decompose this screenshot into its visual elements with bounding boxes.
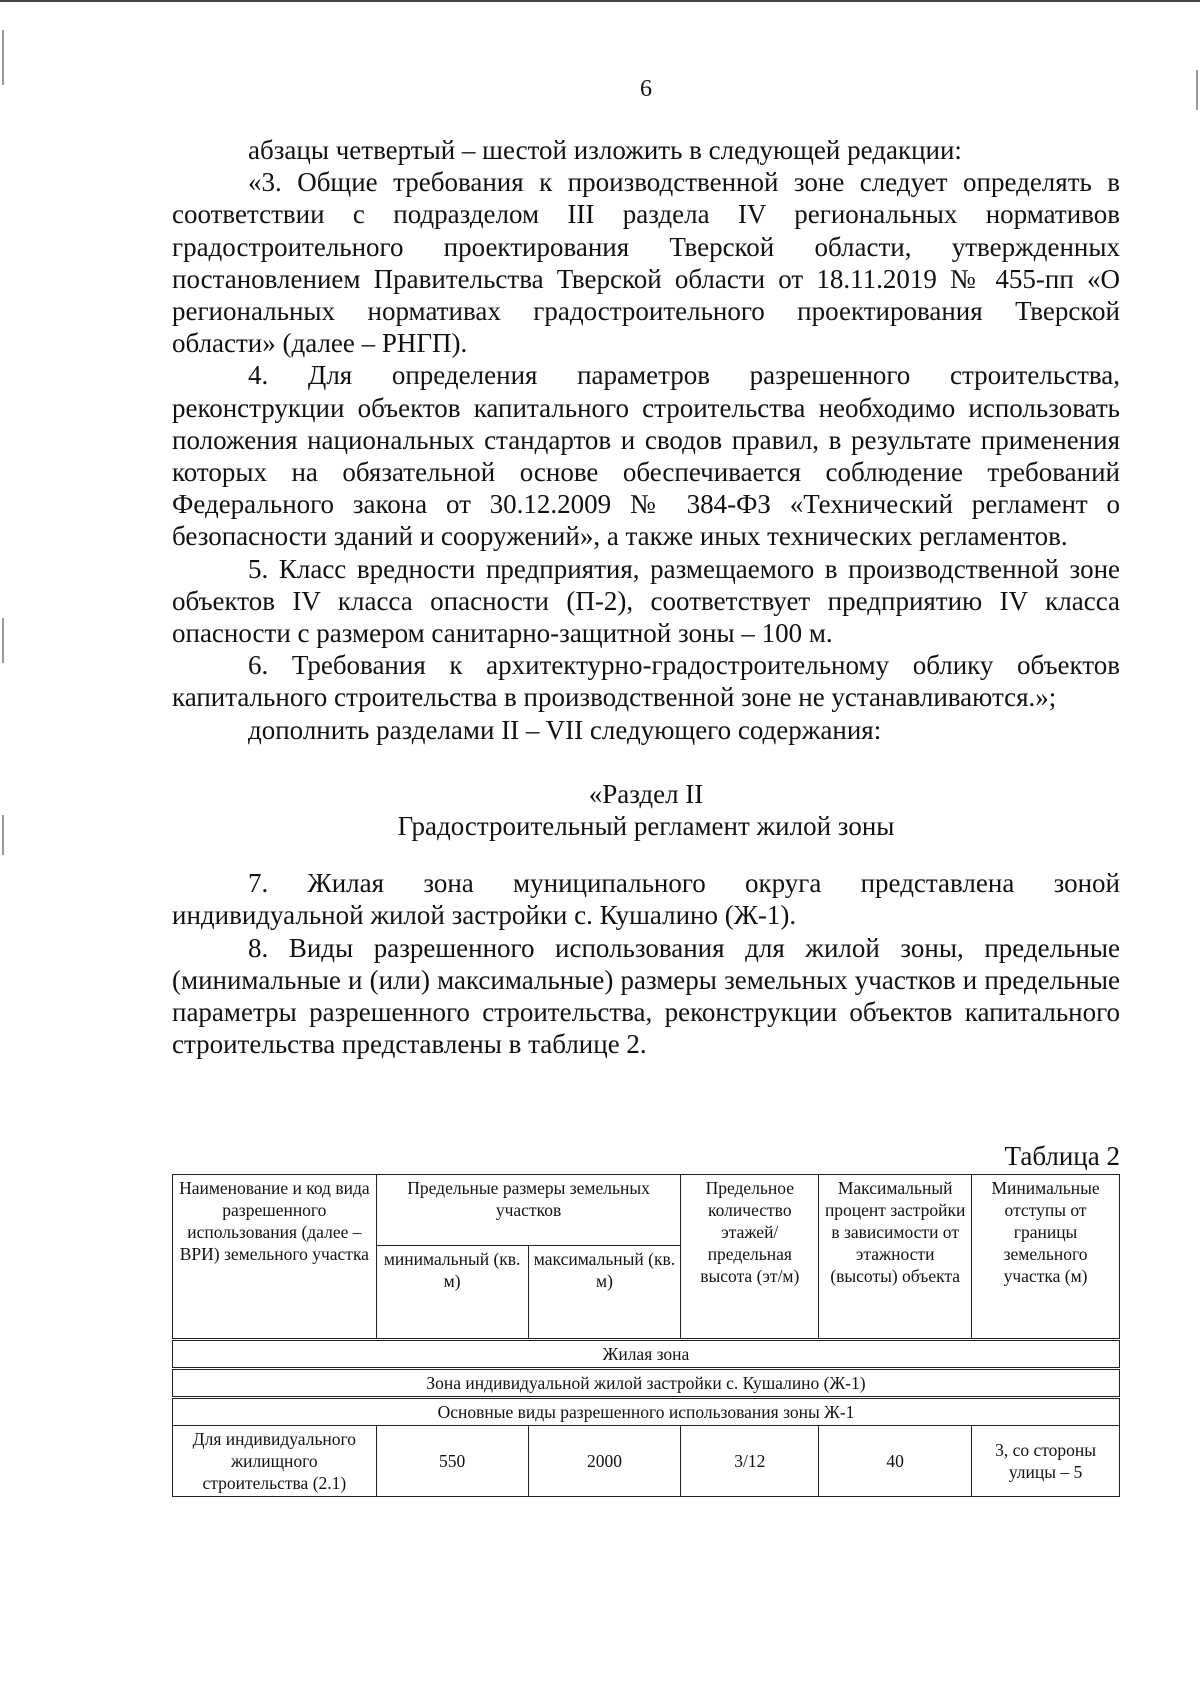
cell-min: 550 (376, 1426, 528, 1497)
document-body (172, 134, 1120, 1060)
header-max: максимальный (кв. м) (528, 1246, 681, 1340)
paragraph: дополнить разделами II – VII следующего содержания: (248, 714, 882, 745)
header-floors: Предельное количество этажей/ предельная высота (эт/м) (681, 1175, 819, 1340)
regulations-table (172, 1174, 1120, 1497)
paragraph: 7. Жилая зона муниципального округа представлена зоной индивидуальной жилой застройки с. Кушалино (Ж-1). (172, 868, 1120, 931)
cell-setbacks: 3, со стороны улицы – 5 (972, 1426, 1120, 1497)
spacer (172, 746, 1120, 778)
cell-max: 2000 (528, 1426, 681, 1497)
page-number: 6 (640, 76, 652, 102)
scan-top-edge (0, 0, 1200, 2)
paragraph: 6. Требования к архитектурно-градостроительному облику объектов капитального строительства в производственной зоне не устанавливаются.»; (172, 650, 1120, 713)
table-group-row (173, 1369, 1120, 1398)
group-cell: Основные виды разрешенного использования зоны Ж-1 (173, 1398, 1120, 1426)
table-header-row (173, 1175, 1120, 1246)
header-plot-sizes: Предельные размеры земельных участков (376, 1175, 681, 1246)
section-subtitle: Градостроительный регламент жилой зоны (397, 811, 895, 842)
header-setbacks: Минимальные отступы от границы земельного участка (м) (972, 1175, 1120, 1340)
scan-left-edge-mark (2, 815, 4, 855)
header-min: минимальный (кв. м) (376, 1246, 528, 1340)
cell-name: Для индивидуального жилищного строительства (2.1) (173, 1426, 377, 1497)
section-title: «Раздел II (588, 778, 704, 809)
paragraph: абзацы четвертый – шестой изложить в следующей редакции: (248, 135, 962, 165)
scan-left-edge-mark (2, 30, 4, 85)
scan-left-edge-mark (2, 618, 4, 663)
paragraph: 4. Для определения параметров разрешенного строительства, реконструкции объектов капитального строительства необходимо использовать положения национальных стандартов и сводов правил, в результате применения которых на обязательной основе обеспечивается соблюдение требований Федерального закона от 30.12.2009 № 384-ФЗ «Технический регламент о безопасности зданий и сооружений», а также иных технических регламентов. (172, 360, 1120, 552)
paragraph: «3. Общие требования к производственной зоне следует определять в соответствии с подразделом III раздела IV региональных нормативов градостроительного проектирования Тверской области, утвержденных постановлением Правительства Тверской области от 18.11.2019 № 455-пп «О региональных нормативах градостроительного проектирования Тверской области» (далее – РНГП). (172, 167, 1120, 359)
group-cell: Жилая зона (173, 1340, 1120, 1369)
spacer (172, 842, 1120, 867)
cell-floors: 3/12 (681, 1426, 819, 1497)
header-name-code: Наименование и код вида разрешенного использования (далее – ВРИ) земельного участка (173, 1175, 377, 1340)
paragraph: 8. Виды разрешенного использования для жилой зоны, предельные (минимальные и (или) максимальные) размеры земельных участков и предельные параметры разрешенного строительства, реконструкции объектов капитального строительства представлены в таблице 2. (172, 932, 1120, 1060)
table-group-row (173, 1340, 1120, 1369)
table-row (173, 1426, 1120, 1497)
header-coverage: Максимальный процент застройки в зависимости от этажности (высоты) объекта (819, 1175, 972, 1340)
cell-coverage: 40 (819, 1426, 972, 1497)
table-group-row (173, 1398, 1120, 1426)
paragraph: 5. Класс вредности предприятия, размещаемого в производственной зоне объектов IV класса опасности (П-2), соответствует предприятию IV класса опасности с размером санитарно-защитной зоны – 100 м. (172, 553, 1120, 649)
scan-right-edge-mark (1196, 70, 1198, 110)
group-cell: Зона индивидуальной жилой застройки с. Кушалино (Ж-1) (173, 1369, 1120, 1398)
table-caption: Таблица 2 (1004, 1141, 1120, 1171)
